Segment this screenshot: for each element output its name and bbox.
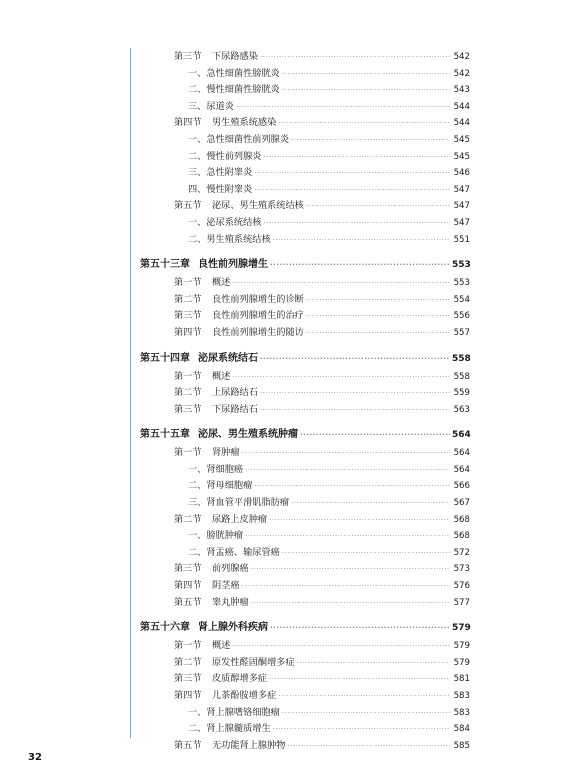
toc-entry-page: 542 [453,52,470,62]
toc-entry-page: 564 [453,448,470,459]
toc-entry-title: 肾上腺外科疾病 [198,622,268,634]
dot-leader [232,638,450,655]
toc-entry-number: 第四节 [174,580,202,592]
toc-sub-entry[interactable] [140,99,470,116]
toc-entry-number: 第五十四章 [140,352,190,364]
toc-entry-label [140,495,289,512]
toc-entry-label [140,132,289,149]
toc-section-entry[interactable] [140,325,470,342]
toc-entry-title: 尿路上皮肿瘤 [212,513,268,525]
toc-entry-label [140,215,262,232]
dot-leader [291,495,450,512]
toc-entry-page: 554 [453,294,470,305]
toc-entry-label [140,561,249,578]
toc-entry-number: 一、 [188,463,207,475]
dot-leader [251,595,450,612]
toc-entry-label [140,425,298,445]
toc-entry-title: 泌尿系统结石 [198,352,258,364]
toc-entry-number: 二、 [188,150,207,162]
toc-entry-page: 559 [453,388,470,399]
toc-entry-title: 男生殖系统感染 [212,117,277,129]
dot-leader [260,402,450,419]
toc-entry-page: 564 [452,430,471,441]
dot-leader [254,165,450,182]
toc-section-entry[interactable] [140,655,470,672]
dot-leader [282,82,450,99]
toc-entry-label [140,292,304,309]
toc-entry-page: 579 [453,657,470,668]
toc-entry-label [140,445,240,462]
toc-entry-number: 四、 [188,183,207,195]
table-of-contents [140,49,470,754]
toc-entry-number: 第一节 [174,447,202,459]
dot-leader [288,738,451,755]
toc-entry-page: 577 [453,597,470,608]
toc-section-entry[interactable] [140,49,470,66]
toc-entry-title: 急性细菌性膀胱炎 [206,67,280,79]
toc-entry-label [140,275,230,292]
toc-entry-title: 肾上腺嗜铬细胞瘤 [206,706,280,718]
toc-entry-number: 第二节 [174,513,202,525]
toc-section-entry[interactable] [140,738,470,755]
toc-entry-number: 第四节 [174,326,202,338]
toc-entry-number: 第一节 [174,640,202,652]
toc-entry-title: 概述 [212,277,231,289]
dot-leader [306,308,450,325]
toc-entry-number: 第二节 [174,387,202,399]
toc-entry-label [140,688,276,705]
toc-entry-label [140,618,268,638]
toc-entry-number: 第四节 [174,117,202,129]
toc-section-entry[interactable] [140,688,470,705]
toc-entry-number: 二、 [188,233,207,245]
toc-entry-label [140,385,258,402]
toc-entry-page: 563 [453,404,470,415]
dot-leader [232,275,450,292]
toc-entry-number: 第一节 [174,370,202,382]
toc-entry-number: 一、 [188,133,207,145]
toc-sub-entry[interactable] [140,528,470,545]
toc-entry-label [140,402,258,419]
toc-entry-label [140,478,252,495]
toc-entry-page: 545 [453,134,470,145]
toc-entry-number: 第三节 [174,51,202,62]
toc-section-entry[interactable] [140,512,470,529]
toc-chapter-entry[interactable] [140,618,470,638]
toc-entry-page: 551 [453,234,470,245]
toc-entry-title: 下尿路感染 [212,51,258,62]
dot-leader [306,325,450,342]
toc-section-entry[interactable] [140,115,470,132]
toc-entry-label [140,638,230,655]
toc-entry-page: 542 [453,68,470,79]
dot-leader [264,215,451,232]
toc-entry-number: 第三节 [174,310,202,322]
toc-entry-page: 547 [453,201,470,212]
toc-entry-title: 肾肿瘤 [212,447,240,459]
toc-entry-page: 579 [453,641,470,652]
toc-section-entry[interactable] [140,385,470,402]
dot-leader [269,512,450,529]
toc-entry-title: 泌尿、男生殖系统结核 [212,200,304,212]
toc-entry-page: 553 [452,260,471,271]
toc-sub-entry[interactable] [140,462,470,479]
toc-entry-title: 男生殖系统结核 [206,233,271,245]
toc-entry-number: 第一节 [174,277,202,289]
toc-entry-page: 545 [453,151,470,162]
dot-leader [300,425,450,445]
toc-entry-page: 568 [453,531,470,542]
toc-entry-page: 556 [453,311,470,322]
toc-entry-number: 三、 [188,497,207,509]
toc-entry-number: 第三节 [174,673,202,685]
toc-entry-label [140,66,280,83]
toc-entry-number: 三、 [188,167,207,179]
toc-entry-label [140,671,267,688]
dot-leader [264,149,451,166]
toc-entry-title: 原发性醛固酮增多症 [212,656,295,668]
dot-leader [236,99,450,116]
dot-leader [245,462,450,479]
toc-entry-label [140,528,243,545]
toc-sub-entry[interactable] [140,215,470,232]
toc-entry-title: 良性前列腺增生的治疗 [212,310,304,322]
toc-entry-number: 第五十三章 [140,259,190,271]
dot-leader [254,182,450,199]
toc-entry-label [140,369,230,386]
toc-entry-page: 547 [453,217,470,228]
toc-entry-number: 第五十五章 [140,429,190,441]
toc-entry-page: 544 [453,101,470,112]
toc-section-entry[interactable] [140,369,470,386]
toc-entry-title: 急性细菌性前列腺炎 [206,133,290,145]
toc-entry-label [140,149,262,166]
dot-leader [270,618,450,638]
toc-section-entry[interactable] [140,595,470,612]
toc-sub-entry[interactable] [140,82,470,99]
toc-entry-label [140,232,271,249]
page-number: 32 [28,752,42,763]
toc-sub-entry[interactable] [140,495,470,512]
toc-entry-label [140,165,252,182]
toc-entry-title: 皮质醇增多症 [212,673,268,685]
toc-section-entry[interactable] [140,292,470,309]
toc-entry-number: 第五节 [174,200,202,212]
toc-section-entry[interactable] [140,445,470,462]
toc-entry-title: 慢性附睾炎 [206,183,253,195]
toc-entry-label [140,721,271,738]
dot-leader [242,445,450,462]
toc-entry-number: 第三节 [174,563,202,575]
toc-entry-title: 上尿路结石 [212,387,258,399]
toc-entry-label [140,198,304,215]
toc-entry-page: 572 [453,547,470,558]
toc-entry-page: 557 [453,327,470,338]
dot-leader [242,578,450,595]
toc-entry-number: 第五节 [174,596,202,608]
toc-entry-label [140,705,280,722]
toc-entry-page: 583 [453,691,470,701]
toc-section-entry[interactable] [140,561,470,578]
toc-entry-page: 553 [453,278,470,289]
toc-section-entry[interactable] [140,638,470,655]
toc-entry-title: 前列腺癌 [212,563,249,575]
toc-entry-title: 睾丸肿瘤 [212,596,249,608]
toc-entry-page: 567 [453,498,470,509]
toc-entry-number: 一、 [188,216,207,228]
toc-entry-label [140,255,268,275]
toc-sub-entry[interactable] [140,182,470,199]
dot-leader [282,705,450,722]
toc-section-entry[interactable] [140,402,470,419]
toc-entry-page: 579 [452,623,471,634]
toc-sub-entry[interactable] [140,165,470,182]
dot-leader [245,528,450,545]
dot-leader [260,349,450,369]
dot-leader [260,385,450,402]
toc-section-entry[interactable] [140,578,470,595]
dot-leader [278,115,450,132]
toc-entry-number: 二、 [188,546,207,558]
toc-entry-title: 肾上腺髓质增生 [206,723,271,735]
dot-leader [270,255,450,275]
toc-section-entry[interactable] [140,308,470,325]
toc-entry-title: 膀胱肿瘤 [206,530,244,542]
dot-leader [273,232,450,249]
toc-entry-page: 558 [453,371,470,382]
toc-entry-number: 第五十六章 [140,622,190,634]
toc-entry-label [140,349,258,369]
toc-entry-number: 第二节 [174,656,202,668]
toc-entry-page: 564 [453,464,470,475]
toc-entry-page: 543 [453,85,470,96]
toc-entry-title: 肾细胞癌 [206,463,244,475]
toc-entry-label [140,49,258,66]
dot-leader [282,66,450,83]
toc-entry-title: 急性附睾炎 [206,167,253,179]
toc-entry-number: 第二节 [174,293,202,305]
toc-sub-entry[interactable] [140,66,470,83]
toc-entry-title: 尿道炎 [206,100,234,112]
toc-entry-title: 泌尿系统结核 [206,216,262,228]
dot-leader [306,292,450,309]
toc-entry-title: 肾母细胞瘤 [206,480,253,492]
toc-entry-number: 二、 [188,84,207,96]
dot-leader [269,671,450,688]
toc-entry-label [140,82,280,99]
toc-entry-label [140,738,286,755]
toc-entry-number: 二、 [188,480,207,492]
toc-entry-title: 良性前列腺增生的诊断 [212,293,304,305]
toc-entry-page: 584 [453,724,470,735]
toc-entry-label [140,99,234,116]
toc-entry-title: 肾盂癌、输尿管癌 [206,546,280,558]
toc-entry-title: 良性前列腺增生 [198,259,268,271]
dot-leader [282,545,450,562]
toc-chapter-entry[interactable] [140,349,470,369]
dot-leader [260,49,450,66]
toc-entry-title: 肾血管平滑肌脂肪瘤 [206,497,290,509]
toc-sub-entry[interactable] [140,232,470,249]
dot-leader [291,132,450,149]
dot-leader [254,478,450,495]
toc-entry-page: 583 [453,707,470,718]
dot-leader [278,688,450,705]
toc-entry-title: 儿茶酚胺增多症 [212,690,277,701]
toc-entry-label [140,595,249,612]
toc-entry-title: 阴茎癌 [212,580,240,592]
dot-leader [273,721,450,738]
dot-leader [306,198,450,215]
toc-entry-title: 概述 [212,640,231,652]
dot-leader [251,561,450,578]
toc-sub-entry[interactable] [140,132,470,149]
toc-entry-label [140,308,304,325]
toc-entry-title: 慢性前列腺炎 [206,150,262,162]
toc-entry-label [140,115,276,132]
toc-entry-page: 573 [453,564,470,575]
dot-leader [232,369,450,386]
toc-entry-number: 一、 [188,67,207,79]
toc-sub-entry[interactable] [140,721,470,738]
toc-entry-title: 良性前列腺增生的随访 [212,326,304,338]
toc-entry-label [140,182,252,199]
toc-section-entry[interactable] [140,198,470,215]
toc-section-entry[interactable] [140,671,470,688]
toc-chapter-entry[interactable] [140,255,470,275]
dot-leader [297,655,450,672]
toc-entry-label [140,545,280,562]
toc-entry-page: 546 [453,168,470,179]
toc-entry-label [140,325,304,342]
toc-entry-page: 544 [453,118,470,129]
toc-entry-title: 泌尿、男生殖系统肿瘤 [198,429,298,441]
toc-sub-entry[interactable] [140,705,470,722]
toc-entry-title: 下尿路结石 [212,403,258,415]
toc-entry-number: 第三节 [174,403,202,415]
toc-entry-title: 慢性细菌性膀胱炎 [206,84,280,96]
toc-entry-page: 547 [453,184,470,195]
toc-entry-label [140,578,240,595]
toc-section-entry[interactable] [140,275,470,292]
toc-entry-page: 576 [453,581,470,592]
toc-entry-page: 568 [453,514,470,525]
toc-entry-page: 566 [453,481,470,492]
toc-entry-label [140,655,295,672]
toc-entry-number: 一、 [188,706,207,718]
toc-entry-page: 585 [453,740,470,751]
toc-entry-label [140,462,243,479]
toc-entry-title: 无功能肾上腺肿物 [212,739,286,751]
toc-chapter-entry[interactable] [140,425,470,445]
toc-entry-number: 第四节 [174,690,202,701]
toc-entry-number: 三、 [188,100,207,112]
margin-rule [130,48,131,738]
toc-entry-page: 581 [453,674,470,685]
toc-sub-entry[interactable] [140,545,470,562]
toc-entry-title: 概述 [212,370,231,382]
toc-entry-number: 二、 [188,723,207,735]
toc-entry-number: 第五节 [174,739,202,751]
toc-sub-entry[interactable] [140,149,470,166]
toc-entry-number: 一、 [188,530,207,542]
toc-entry-page: 558 [452,353,471,364]
toc-sub-entry[interactable] [140,478,470,495]
toc-entry-label [140,512,267,529]
